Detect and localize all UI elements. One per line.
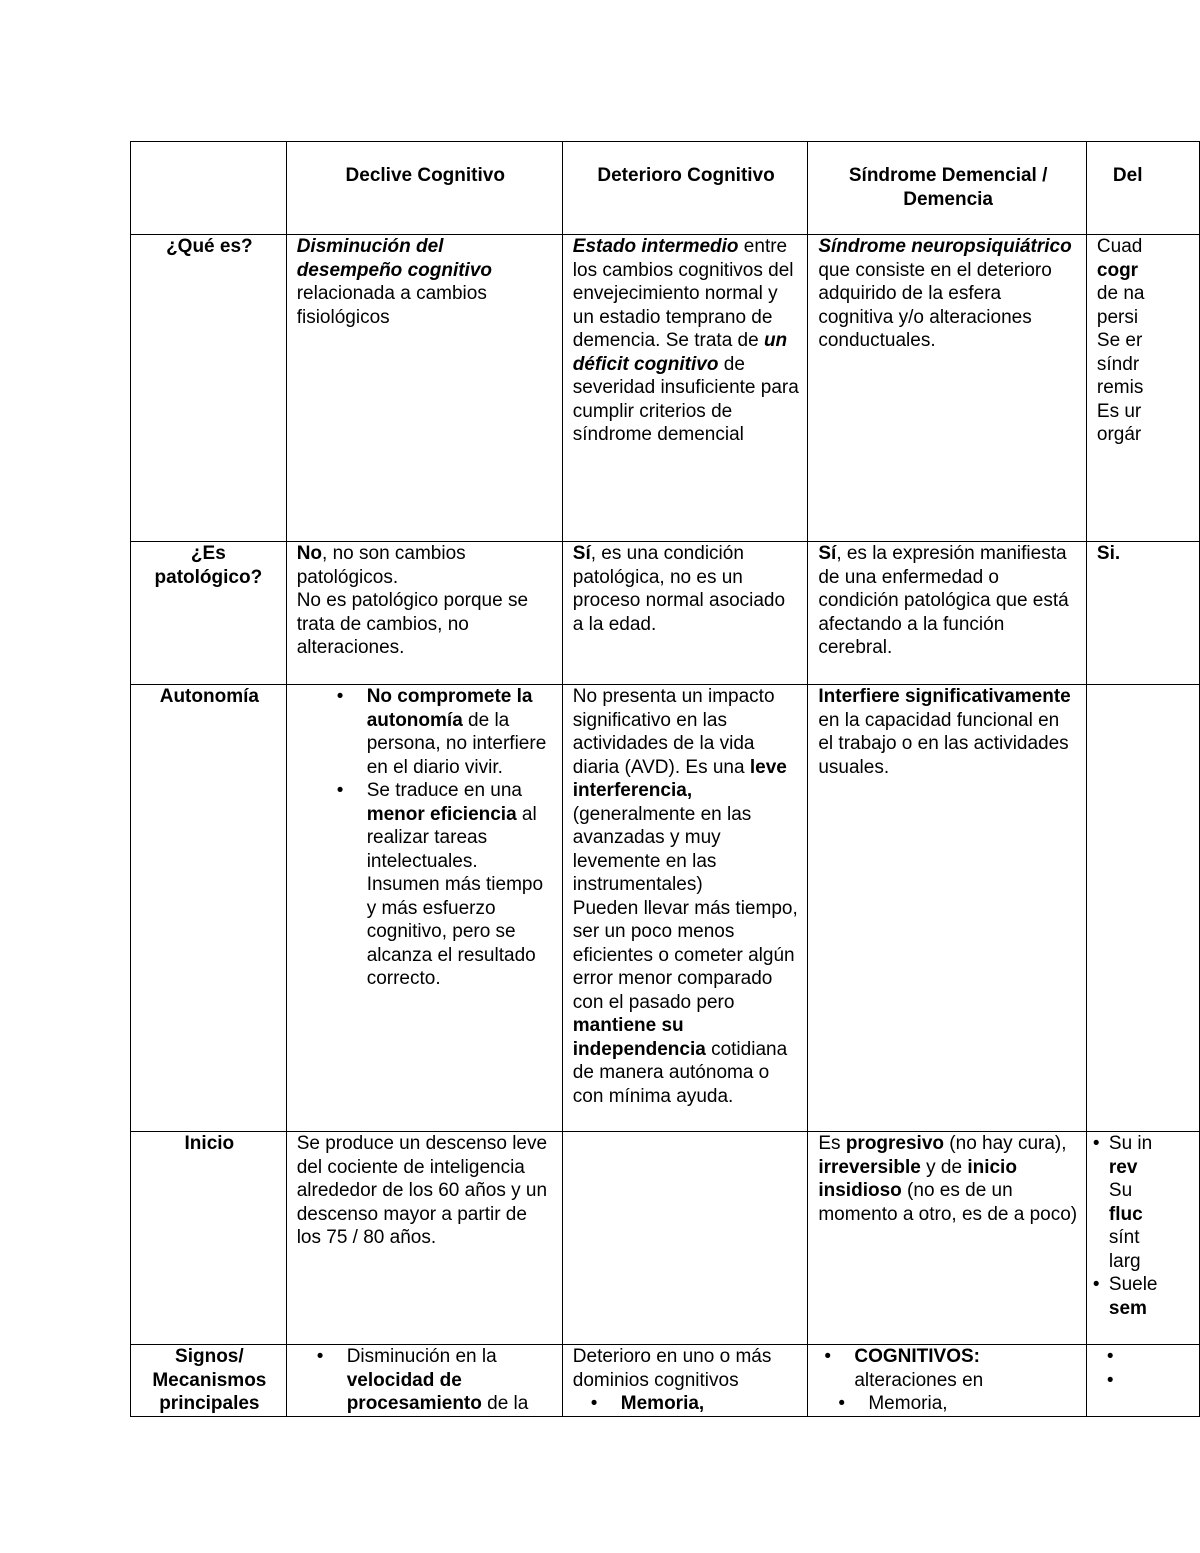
cell-autonomia-declive <box>286 685 562 1132</box>
row-que-es <box>131 235 1200 542</box>
row-es-patologico <box>131 542 1200 685</box>
list-item <box>1137 1369 1191 1393</box>
list-item: • COGNITIVOS: alteraciones en <box>854 1345 1078 1392</box>
row-autonomia <box>131 685 1200 1132</box>
header-empty-cell <box>131 142 287 235</box>
cell-autonomia-delirium <box>1086 685 1199 1132</box>
header-deterioro: Deterioro Cognitivo <box>562 142 808 235</box>
list-item: • Su in rev Su fluc sínt larg <box>1109 1132 1191 1273</box>
list-item: • Memoria, <box>868 1392 1078 1416</box>
list-item: • Memoria, <box>621 1392 800 1416</box>
cell-patologico-delirium: Si. <box>1086 542 1199 685</box>
cell-que-es-deterioro: Estado intermedio entre los cambios cognitivos del envejecimiento normal y un estadio temprano de demencia. Se trata de un déficit cognitivo de severidad insuficiente para cumplir criterios de síndrome demencial <box>562 235 808 542</box>
signos-declive-list <box>307 1345 554 1416</box>
list-item: • Suele sem <box>1109 1273 1191 1320</box>
inicio-delirium-list <box>1095 1132 1191 1320</box>
header-declive: Declive Cognitivo <box>286 142 562 235</box>
comparison-table <box>130 141 1200 1417</box>
cell-signos-declive <box>286 1345 562 1417</box>
row-signos <box>131 1345 1200 1417</box>
header-row <box>131 142 1200 235</box>
list-item <box>1137 1345 1191 1369</box>
row-label-que-es: ¿Qué es? <box>131 235 287 542</box>
signos-demencia-list <box>818 1345 1078 1392</box>
list-item: • No compromete la autonomía de la persona, no interfiere en el diario vivir. <box>367 685 554 779</box>
cell-inicio-delirium <box>1086 1132 1199 1345</box>
signos-delirium-list <box>1097 1345 1191 1392</box>
list-item: • Se traduce en una menor eficiencia al realizar tareas intelectuales. Insumen más tiempo y más esfuerzo cognitivo, pero se alcanza el resultado correcto. <box>367 779 554 991</box>
cell-autonomia-demencia: Interfiere significativamente en la capacidad funcional en el trabajo o en las actividades usuales. <box>808 685 1087 1132</box>
cell-inicio-demencia: Es progresivo (no hay cura), irreversible y de inicio insidioso (no es de un momento a otro, es de a poco) <box>808 1132 1087 1345</box>
cell-patologico-deterioro: Sí, es una condición patológica, no es un proceso normal asociado a la edad. <box>562 542 808 685</box>
cell-que-es-demencia: Síndrome neuropsiquiátrico que consiste en el deterioro adquirido de la esfera cognitiva y/o alteraciones conductuales. <box>808 235 1087 542</box>
cell-autonomia-deterioro: No presenta un impacto significativo en las actividades de la vida diaria (AVD). Es una leve interferencia, (generalmente en las avanzadas y muy levemente en las instrumentales) Pueden llevar más tiempo, ser un poco menos eficientes o cometer algún error menor comparado con el pasado pero mantiene su independencia cotidiana de manera autónoma o con mínima ayuda. <box>562 685 808 1132</box>
list-item: • Disminución en la velocidad de procesamiento de la <box>347 1345 554 1416</box>
row-label-signos: Signos/ Mecanismos principales <box>131 1345 287 1417</box>
row-label-inicio: Inicio <box>131 1132 287 1345</box>
row-label-autonomia: Autonomía <box>131 685 287 1132</box>
header-delirium: Del <box>1086 142 1199 235</box>
row-label-es-patologico: ¿Es patológico? <box>131 542 287 685</box>
cell-inicio-declive: Se produce un descenso leve del cociente de inteligencia alrededor de los 60 años y un descenso mayor a partir de los 75 / 80 años. <box>286 1132 562 1345</box>
autonomia-declive-list <box>307 685 554 991</box>
cell-signos-deterioro: Deterioro en uno o más dominios cognitivos • Memoria, <box>562 1345 808 1417</box>
cell-patologico-demencia: Sí, es la expresión manifiesta de una enfermedad o condición patológica que está afectando a la función cerebral. <box>808 542 1087 685</box>
row-inicio <box>131 1132 1200 1345</box>
cell-signos-demencia <box>808 1345 1087 1417</box>
signos-demencia-sublist <box>818 1392 1078 1416</box>
cell-que-es-delirium: Cuad cogr de na persi Se er síndr remis Es ur orgár <box>1086 235 1199 542</box>
header-demencia: Síndrome Demencial / Demencia <box>808 142 1087 235</box>
cell-que-es-declive: Disminución del desempeño cognitivo relacionada a cambios fisiológicos <box>286 235 562 542</box>
cell-signos-delirium <box>1086 1345 1199 1417</box>
signos-deterioro-list <box>573 1392 800 1416</box>
cell-patologico-declive: No, no son cambios patológicos. No es patológico porque se trata de cambios, no alteraciones. <box>286 542 562 685</box>
cell-inicio-deterioro <box>562 1132 808 1345</box>
